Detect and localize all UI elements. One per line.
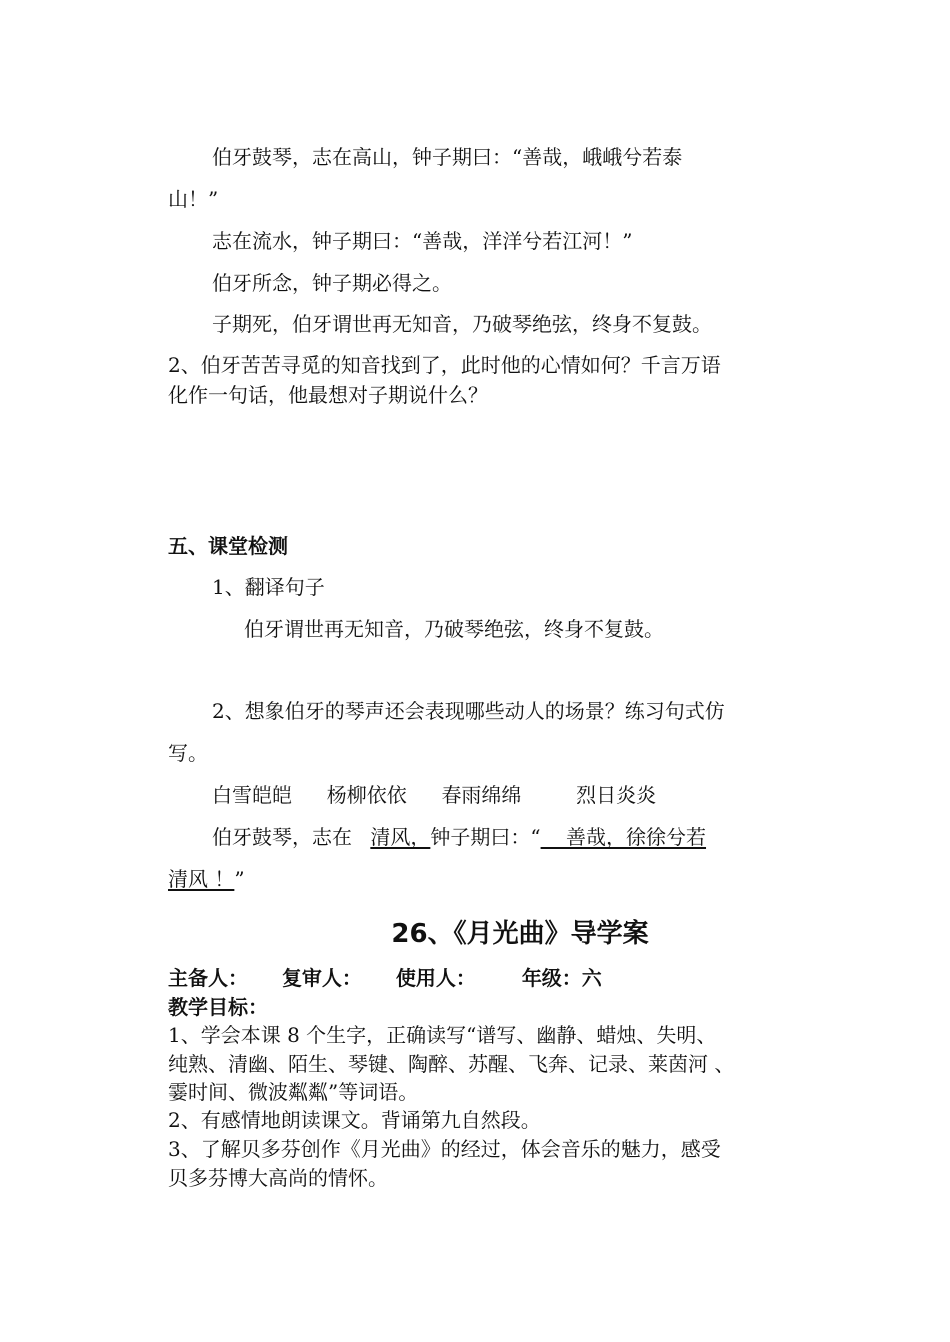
lesson-title: 26、《月光曲》导学案 bbox=[391, 919, 649, 949]
question-2-line-1: 2、伯牙苦苦寻觅的知音找到了，此时他的心情如何？千言万语 bbox=[168, 353, 721, 377]
imitation-mid: 钟子期曰：“ bbox=[430, 825, 541, 849]
word-2: 杨柳依依 bbox=[326, 783, 407, 807]
translate-sentence: 伯牙谓世再无知音，乃破琴绝弦，终身不复鼓。 bbox=[244, 617, 664, 641]
grade-label: 年级：六 bbox=[521, 966, 602, 990]
poem-line-1: 伯牙鼓琴，志在高山，钟子期曰：“善哉，峨峨兮若泰 bbox=[212, 145, 683, 169]
goals-heading: 教学目标： bbox=[168, 995, 268, 1019]
imitation-end: ” bbox=[234, 867, 245, 891]
poem-line-4: 伯牙所念，钟子期必得之。 bbox=[212, 271, 452, 295]
goal-1-line-3: 霎时间、微波粼粼”等词语。 bbox=[168, 1080, 419, 1104]
reviewer-label: 复审人： bbox=[281, 966, 362, 990]
imitation-blank-1: 清风， bbox=[370, 825, 431, 849]
poem-line-2: 山！” bbox=[168, 187, 219, 211]
goal-2: 2、有感情地朗读课文。背诵第九自然段。 bbox=[168, 1108, 541, 1132]
word-3: 春雨绵绵 bbox=[441, 783, 522, 807]
user-label: 使用人： bbox=[395, 966, 476, 990]
imitation-blank-3: 清风 ！ bbox=[168, 867, 235, 891]
word-4: 烈日炎炎 bbox=[576, 783, 657, 807]
goal-1-line-1: 1、学会本课 8 个生字，正确读写“谱写、幽静、蜡烛、失明、 bbox=[168, 1023, 717, 1047]
test-item-1: 1、翻译句子 bbox=[212, 575, 325, 599]
word-1: 白雪皑皑 bbox=[212, 783, 292, 807]
goal-3-line-1: 3、了解贝多芬创作《月光曲》的经过，体会音乐的魅力，感受 bbox=[168, 1137, 721, 1161]
question-2-line-2: 化作一句话，他最想对子期说什么？ bbox=[168, 383, 488, 407]
test-item-2-line-1: 2、想象伯牙的琴声还会表现哪些动人的场景？练习句式仿 bbox=[212, 699, 725, 723]
section-heading: 五、课堂检测 bbox=[168, 534, 288, 558]
imitation-prefix: 伯牙鼓琴，志在 bbox=[212, 825, 352, 849]
imitation-blank-2: 善哉，徐徐兮若 bbox=[540, 825, 707, 849]
goal-3-line-2: 贝多芬博大高尚的情怀。 bbox=[168, 1166, 388, 1190]
imitation-line-1 bbox=[212, 824, 706, 850]
poem-line-5: 子期死，伯牙谓世再无知音，乃破琴绝弦，终身不复鼓。 bbox=[212, 312, 712, 336]
goal-1-line-2: 纯熟、清幽、陌生、琴键、陶醉、苏醒、飞奔、记录、莱茵河 、 bbox=[168, 1052, 735, 1076]
poem-line-3: 志在流水，钟子期曰：“善哉，洋洋兮若江河！” bbox=[212, 229, 633, 253]
word-list bbox=[212, 782, 656, 808]
preparer-label: 主备人： bbox=[168, 966, 248, 990]
imitation-line-2 bbox=[168, 866, 245, 892]
test-item-2-line-2: 写。 bbox=[168, 741, 208, 765]
staff-line bbox=[168, 966, 602, 990]
